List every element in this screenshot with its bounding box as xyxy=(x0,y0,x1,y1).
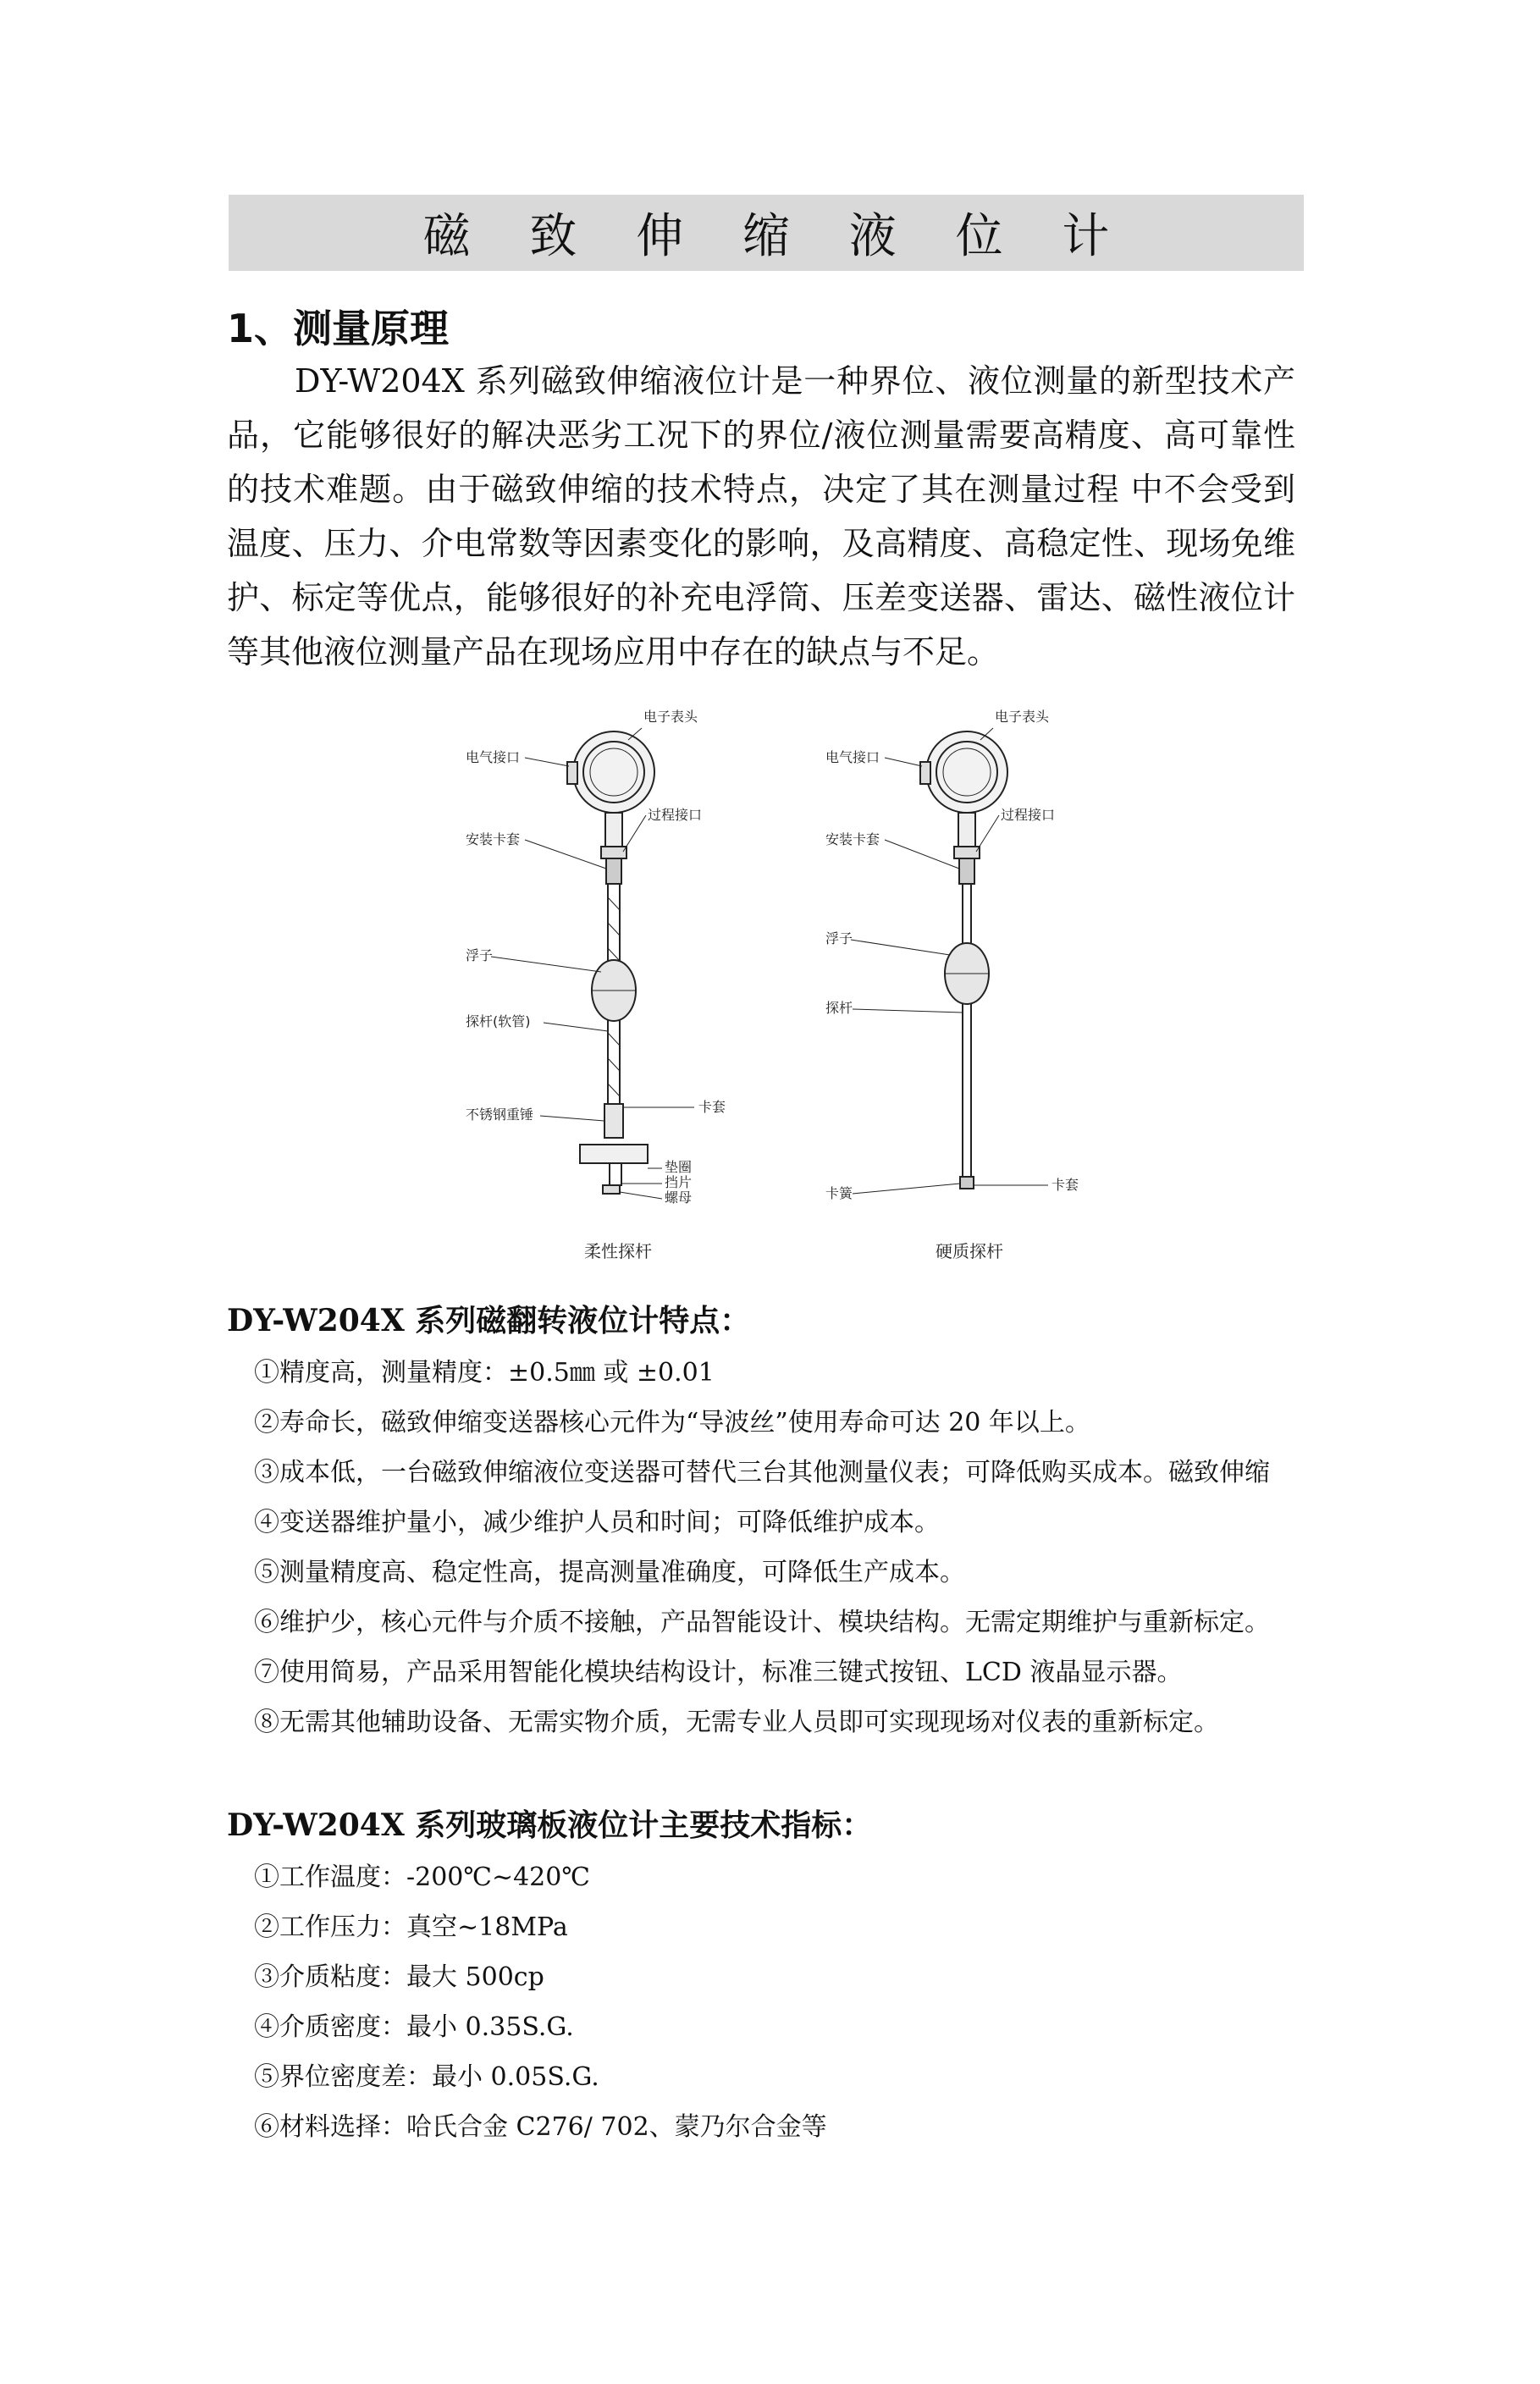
flex-label-washer: 垫圈 xyxy=(665,1159,693,1175)
rigid-label-float: 浮子 xyxy=(825,930,853,946)
flexible-probe-drawing xyxy=(567,731,654,1194)
caption-rigid-probe: 硬质探杆 xyxy=(936,1241,1003,1261)
flex-label-float: 浮子 xyxy=(466,947,494,963)
list-item: ②寿命长，磁致伸缩变送器核心元件为“导波丝”使用寿命可达 20 年以上。 xyxy=(254,1408,1090,1438)
list-item: ①工作温度：-200℃~420℃ xyxy=(254,1862,590,1892)
list-item: ③成本低，一台磁致伸缩液位变送器可替代三台其他测量仪表；可降低购买成本。磁致伸缩 xyxy=(254,1458,1270,1487)
features-heading: DY-W204X 系列磁翻转液位计特点： xyxy=(227,1303,751,1338)
list-item: ⑤界位密度差：最小 0.05S.G. xyxy=(254,2062,599,2092)
list-item: ⑥维护少，核心元件与介质不接触，产品智能设计、模块结构。无需定期维护与重新标定。 xyxy=(254,1608,1270,1637)
list-item: ⑥材料选择：哈氏合金 C276/ 702、蒙乃尔合金等 xyxy=(254,2112,827,2142)
specs-heading: DY-W204X 系列玻璃板液位计主要技术指标： xyxy=(227,1807,873,1843)
flex-label-ferrule: 卡套 xyxy=(698,1099,726,1115)
flex-label-mounting-ferrule: 安装卡套 xyxy=(466,831,521,847)
list-item: ⑤测量精度高、稳定性高，提高测量准确度，可降低生产成本。 xyxy=(254,1558,965,1587)
rigid-label-ferrule: 卡套 xyxy=(1052,1177,1079,1193)
rigid-label-electrical-interface: 电气接口 xyxy=(825,749,880,765)
rigid-probe-drawing xyxy=(920,731,1007,1189)
flex-label-stainless-weight: 不锈钢重锤 xyxy=(466,1106,534,1123)
rigid-label-probe: 探杆 xyxy=(825,1000,853,1016)
flex-label-electrical-interface: 电气接口 xyxy=(466,749,521,765)
product-diagram xyxy=(440,703,1134,1278)
flex-label-electronic-head: 电子表头 xyxy=(643,709,698,725)
list-item: ③介质粘度：最大 500cp xyxy=(254,1962,544,1992)
flex-label-nut: 螺母 xyxy=(665,1189,693,1206)
rigid-label-electronic-head: 电子表头 xyxy=(995,709,1050,725)
flex-label-process-interface: 过程接口 xyxy=(648,807,703,823)
list-item: ②工作压力：真空~18MPa xyxy=(254,1912,568,1942)
flex-label-probe-hose: 探杆(软管) xyxy=(466,1013,531,1029)
list-item: ①精度高，测量精度：±0.5㎜ 或 ±0.01 xyxy=(254,1358,715,1388)
probe-diagram-svg xyxy=(440,703,1134,1278)
page-title: 磁 致 伸 缩 液 位 计 xyxy=(422,209,1132,264)
list-item: ④变送器维护量小，减少维护人员和时间；可降低维护成本。 xyxy=(254,1508,940,1537)
specs-list xyxy=(254,1852,827,2152)
rigid-label-spring: 卡簧 xyxy=(825,1185,853,1201)
list-item: ④介质密度：最小 0.35S.G. xyxy=(254,2012,574,2042)
section-heading-principle: 1、测量原理 xyxy=(227,306,450,351)
flex-label-baffle: 挡片 xyxy=(665,1174,693,1190)
title-bar xyxy=(229,195,1304,271)
list-item: ⑧无需其他辅助设备、无需实物介质，无需专业人员即可实现现场对仪表的重新标定。 xyxy=(254,1708,1219,1737)
caption-flexible-probe: 柔性探杆 xyxy=(584,1241,652,1261)
principle-paragraph: DY-W204X 系列磁致伸缩液位计是一种界位、液位测量的新型技术产品，它能够很好的解决恶劣工况下的界位/液位测量需要高精度、高可靠性的技术难题。由于磁致伸缩的技术特点，决定了其在测量过程 中不会受到温度、压力、介电常数等因素变化的影响，及高精度、高稳定性、现场免维护、标定等优点，能够很好的补充电浮筒、压差变送器、雷达、磁性液位计等其他液位测量产品在现场应用中存在的缺点与不足。 xyxy=(227,362,1295,670)
features-list xyxy=(254,1348,1270,1747)
list-item: ⑦使用简易，产品采用智能化模块结构设计，标准三键式按钮、LCD 液晶显示器。 xyxy=(254,1658,1183,1687)
rigid-label-process-interface: 过程接口 xyxy=(1001,807,1056,823)
rigid-label-mounting-ferrule: 安装卡套 xyxy=(825,831,880,847)
